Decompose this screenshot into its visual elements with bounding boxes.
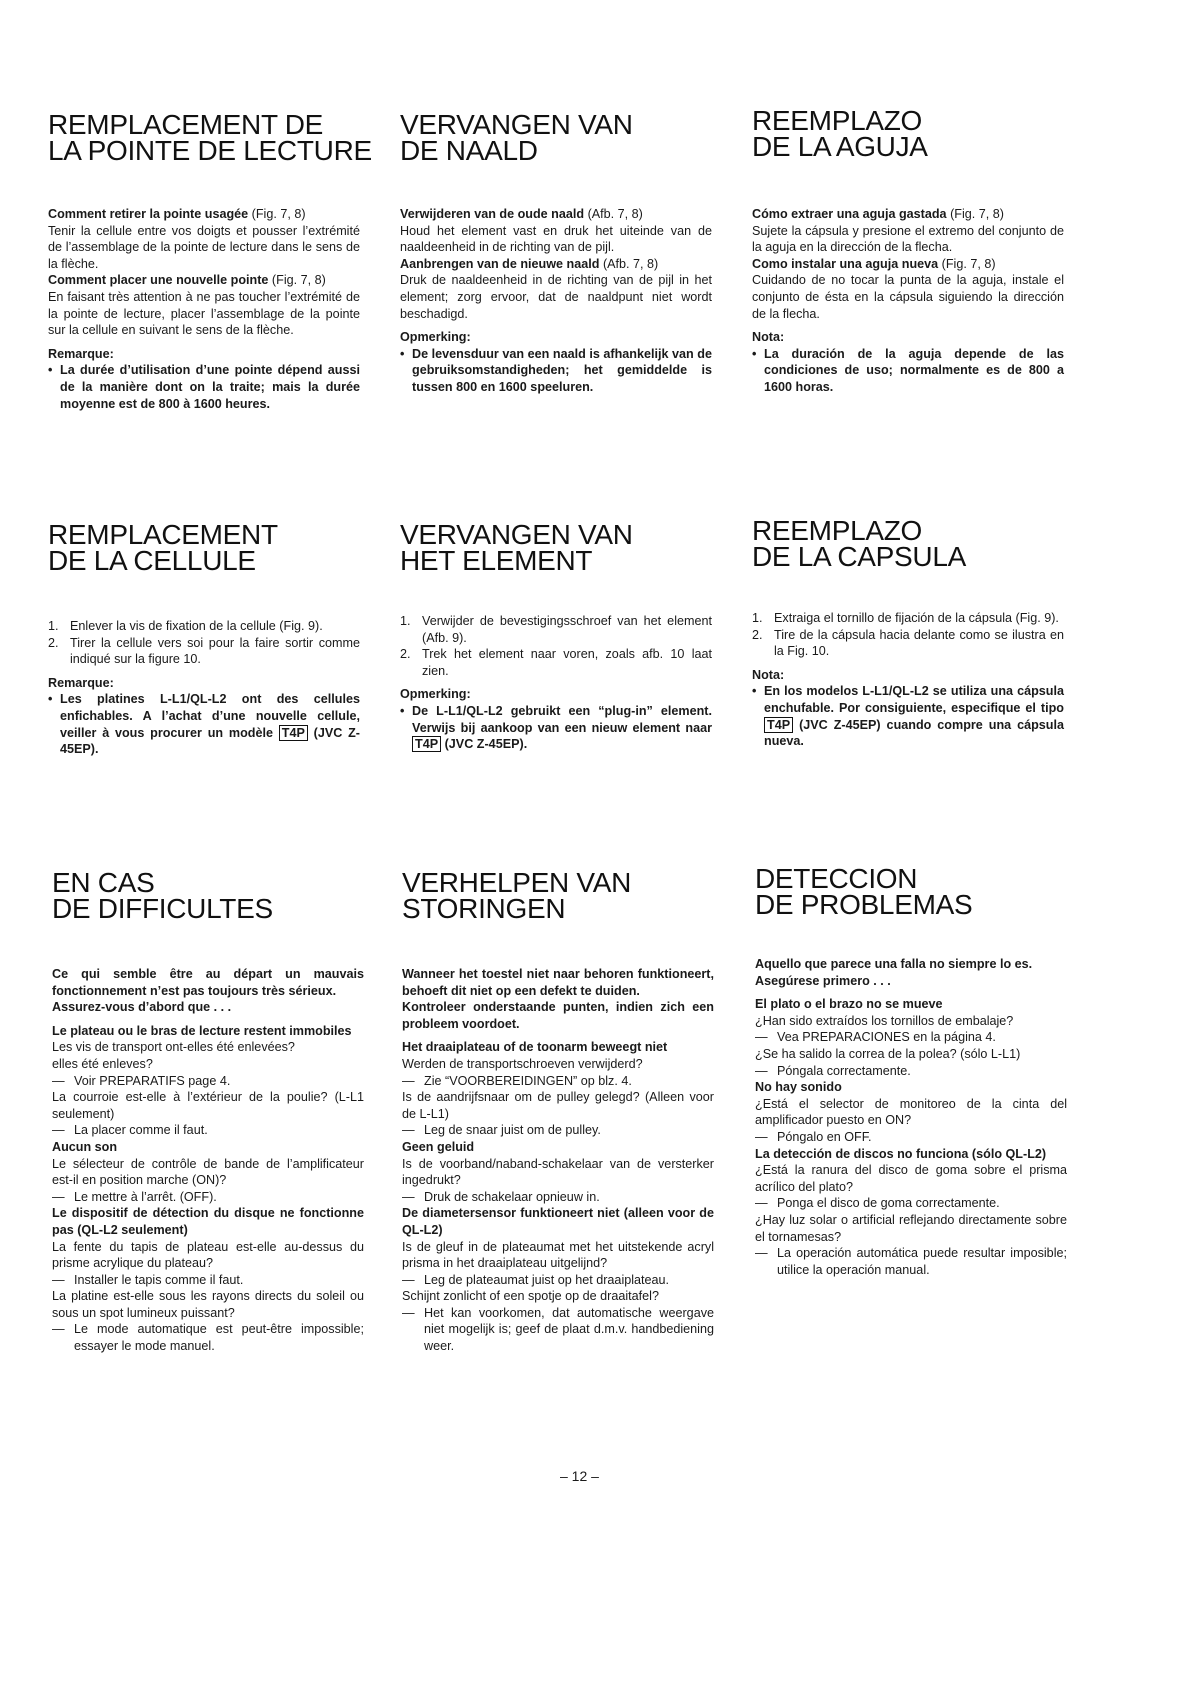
- text-run: Het kan voorkomen, dat automatische weergave niet mogelijk is; geef de plaat d.m.v. handbediening weer.: [424, 1305, 714, 1354]
- step-number: 2.: [400, 647, 411, 662]
- text-run: (Fig. 7, 8): [268, 273, 326, 288]
- model-code-box: T4P: [764, 717, 793, 733]
- text-run: La courroie est-elle à l’extérieur de la poulie? (L-L1 seulement): [52, 1090, 364, 1121]
- section-title: [755, 863, 1067, 920]
- section-body: [755, 956, 1067, 1278]
- text-run: (JVC Z-45EP).: [441, 737, 528, 752]
- text-run: (JVC Z-45EP).: [60, 725, 360, 757]
- paragraph: [48, 223, 360, 273]
- text-run: (Fig. 7, 8): [938, 256, 996, 271]
- section-title-line: DE PROBLEMAS: [755, 889, 973, 920]
- text-run: Assurez-vous d’abord que . . .: [52, 1000, 232, 1015]
- section-title-line: REEMPLAZO: [752, 515, 923, 546]
- remedy-item: [52, 1189, 364, 1206]
- paragraph: [402, 1139, 714, 1156]
- text-run: Les platines L-L1/QL-L2 ont des cellules enfichables. A l’achat d’une nouvelle cellule, veiller à vous procurer un modèle: [60, 692, 360, 740]
- note-bullet: [400, 703, 712, 753]
- section-title-line: REEMPLAZO: [752, 105, 923, 136]
- section-title: [400, 519, 712, 576]
- text-run: Le mode automatique est peut-être impossible; essayer le mode manuel.: [74, 1322, 364, 1354]
- numbered-step: [400, 646, 712, 679]
- remedy-item: [402, 1189, 714, 1206]
- paragraph: [755, 1146, 1067, 1163]
- remedy-item: [755, 1195, 1067, 1212]
- section-body: [400, 613, 712, 753]
- remedy-item: [755, 1029, 1067, 1046]
- text-run: Remarque:: [48, 675, 114, 690]
- section-fr-cartridge: [48, 519, 360, 757]
- paragraph: [402, 1239, 714, 1272]
- text-run: Póngala correctamente.: [777, 1063, 911, 1078]
- text-run: ¿Se ha salido la correa de la polea? (sólo L-L1): [755, 1046, 1021, 1061]
- text-run: (Afb. 7, 8): [584, 207, 643, 221]
- remedy-item: [402, 1305, 714, 1355]
- text-run: Aucun son: [52, 1139, 118, 1154]
- text-run: Installer le tapis comme il faut.: [74, 1272, 244, 1287]
- paragraph: [48, 206, 360, 223]
- paragraph: [402, 966, 714, 999]
- note-bullet: [752, 683, 1064, 749]
- note-label: [48, 346, 360, 363]
- text-run: ¿Han sido extraídos los tornillos de embalaje?: [755, 1013, 1014, 1028]
- text-run: Cómo extraer una aguja gastada: [752, 207, 947, 221]
- section-title-line: EN CAS: [52, 867, 155, 898]
- text-run: (Fig. 7, 8): [248, 207, 306, 221]
- section-title-line: DE LA CAPSULA: [752, 541, 966, 572]
- text-run: Sujete la cápsula y presione el extremo del conjunto de la aguja en la dirección de la flecha.: [752, 223, 1064, 255]
- section-nl-cartridge: [400, 519, 712, 752]
- model-code-box: T4P: [279, 725, 308, 741]
- note-bullet: [48, 691, 360, 757]
- text-run: Comment placer une nouvelle pointe: [48, 273, 269, 288]
- text-run: La operación automática puede resultar imposible; utilice la operación manual.: [777, 1246, 1067, 1277]
- paragraph: [400, 272, 712, 322]
- paragraph: [752, 223, 1064, 256]
- text-run: Leg de snaar juist om de pulley.: [424, 1123, 601, 1138]
- text-run: De L-L1/QL-L2 gebruikt een “plug-in” element. Verwijs bij aankoop van een nieuw element naar: [412, 703, 712, 735]
- section-body: [752, 610, 1064, 750]
- text-run: Is de aandrijfsnaar om de pulley gelegd? (Alleen voor de L-L1): [402, 1090, 714, 1121]
- text-run: Le mettre à l’arrêt. (OFF).: [74, 1189, 217, 1204]
- text-run: elles été enleves?: [52, 1056, 153, 1071]
- paragraph: [400, 256, 712, 273]
- text-run: Werden de transportschroeven verwijderd?: [402, 1056, 643, 1071]
- paragraph: [48, 272, 360, 289]
- text-run: Le plateau ou le bras de lecture restent immobiles: [52, 1023, 352, 1038]
- text-run: ¿Está el selector de monitoreo de la cinta del amplificador puesto en ON?: [755, 1096, 1067, 1128]
- text-run: Geen geluid: [402, 1139, 475, 1154]
- section-es-troubleshooting: [755, 863, 1067, 1277]
- section-nl-stylus: [400, 109, 712, 394]
- text-run: Wanneer het toestel niet naar behoren funktioneert, behoeft dit niet op een defekt te duiden.: [402, 967, 714, 998]
- text-run: Nota:: [752, 667, 785, 682]
- text-run: Ce qui semble être au départ un mauvais fonctionnement n’est pas toujours très sérieux.: [52, 967, 364, 998]
- text-run: Nota:: [752, 330, 785, 345]
- text-run: La duración de la aguja depende de las condiciones de uso; normalmente es de 800 a 1600 horas.: [764, 346, 1064, 394]
- step-number: 1.: [752, 611, 763, 625]
- remedy-item: [755, 1129, 1067, 1146]
- text-run: Kontroleer onderstaande punten, indien zich een probleem voordoet.: [402, 1000, 714, 1031]
- numbered-step: [48, 618, 360, 635]
- text-run: Tirer la cellule vers soi pour la faire sortir comme indiqué sur la figure 10.: [70, 635, 360, 667]
- section-title: [752, 105, 1064, 162]
- section-fr-troubleshooting: [52, 867, 364, 1354]
- paragraph: [402, 1288, 714, 1305]
- text-run: Voir PREPARATIFS page 4.: [74, 1073, 231, 1088]
- text-run: Trek het element naar voren, zoals afb. 10 laat zien.: [422, 647, 712, 678]
- paragraph: [52, 1156, 364, 1189]
- section-fr-stylus: [48, 109, 372, 411]
- note-label: [48, 675, 360, 692]
- remedy-item: [402, 1272, 714, 1289]
- paragraph: [52, 1089, 364, 1122]
- section-title: [402, 867, 714, 924]
- paragraph: [52, 1039, 364, 1056]
- text-run: La fente du tapis de plateau est-elle au-dessus du prisme acrylique du plateau?: [52, 1239, 364, 1271]
- section-body: [48, 618, 360, 758]
- text-run: Verwijder de bevestigingsschroef van het element (Afb. 9).: [422, 614, 712, 645]
- text-run: Vea PREPARACIONES en la página 4.: [777, 1030, 996, 1045]
- remedy-item: [755, 1063, 1067, 1080]
- text-run: Como instalar una aguja nueva: [752, 256, 939, 271]
- step-number: 2.: [752, 627, 763, 642]
- text-run: Enlever la vis de fixation de la cellule (Fig. 9).: [70, 619, 323, 633]
- step-number: 2.: [48, 635, 59, 650]
- text-run: Opmerking:: [400, 330, 471, 345]
- note-bullet: [400, 346, 712, 396]
- section-body: [400, 206, 712, 396]
- paragraph: [52, 966, 364, 999]
- paragraph: [755, 996, 1067, 1013]
- paragraph: [755, 956, 1067, 973]
- text-run: Tenir la cellule entre vos doigts et pousser l’extrémité de l’assemblage de la pointe de lecture dans le sens de la flèche.: [48, 223, 360, 271]
- text-run: La durée d’utilisation d’une pointe dépend aussi de la manière dont on la traite; mais la durée moyenne est de 800 à 1600 heures.: [60, 363, 360, 411]
- paragraph: [52, 1056, 364, 1073]
- section-title-line: VERVANGEN VAN: [400, 109, 633, 140]
- section-title-line: VERHELPEN VAN: [402, 867, 631, 898]
- note-bullet: [48, 362, 360, 412]
- paragraph: [400, 206, 712, 223]
- section-title: [48, 109, 372, 166]
- remedy-item: [52, 1073, 364, 1090]
- text-run: Houd het element vast en druk het uiteinde van de naaldeenheid in de richting van de pijl.: [400, 223, 712, 255]
- section-body: [48, 206, 360, 412]
- text-run: (Afb. 7, 8): [599, 256, 659, 271]
- remedy-item: [52, 1122, 364, 1139]
- text-run: ¿Está la ranura del disco de goma sobre el prisma acrílico del plato?: [755, 1163, 1067, 1194]
- section-title-line: STORINGEN: [402, 893, 566, 924]
- section-title-line: DE LA CELLULE: [48, 545, 256, 576]
- text-run: Aanbrengen van de nieuwe naald: [400, 256, 600, 271]
- numbered-step: [48, 635, 360, 668]
- text-run: La placer comme il faut.: [74, 1123, 208, 1138]
- text-run: Les vis de transport ont-elles été enlevées?: [52, 1040, 295, 1055]
- paragraph: [52, 1139, 364, 1156]
- paragraph: [752, 272, 1064, 322]
- section-body: [752, 206, 1064, 396]
- text-run: La detección de discos no funciona (sólo QL-L2): [755, 1146, 1047, 1161]
- remedy-item: [402, 1073, 714, 1090]
- text-run: No hay sonido: [755, 1080, 842, 1095]
- step-number: 1.: [48, 619, 59, 633]
- section-title: [400, 109, 712, 166]
- text-run: Schijnt zonlicht of een spotje op de draaitafel?: [402, 1289, 659, 1304]
- paragraph: [402, 1089, 714, 1122]
- paragraph: [402, 1039, 714, 1056]
- paragraph: [52, 999, 364, 1016]
- text-run: (Fig. 7, 8): [946, 207, 1004, 221]
- text-run: Druk de naaldeenheid in de richting van de pijl in het element; zorg ervoor, dat de naaldpunt niet wordt beschadigd.: [400, 273, 712, 321]
- text-run: En los modelos L-L1/QL-L2 se utiliza una cápsula enchufable. Por consiguiente, especifique el tipo: [764, 684, 1064, 715]
- text-run: Ponga el disco de goma correctamente.: [777, 1196, 1000, 1211]
- numbered-step: [752, 627, 1064, 660]
- numbered-step: [400, 613, 712, 646]
- step-number: 1.: [400, 614, 411, 628]
- paragraph: [755, 1013, 1067, 1030]
- section-body: [402, 966, 714, 1355]
- paragraph: [52, 1205, 364, 1238]
- text-run: Le dispositif de détection du disque ne fonctionne pas (QL-L2 seulement): [52, 1206, 364, 1237]
- text-run: Is de gleuf in de plateaumat met het uitstekende acryl prisma in het draaiplateau uitgelijnd?: [402, 1239, 714, 1271]
- paragraph: [52, 1023, 364, 1040]
- note-label: [400, 686, 712, 703]
- remedy-item: [52, 1272, 364, 1289]
- numbered-step: [752, 610, 1064, 627]
- text-run: Opmerking:: [400, 687, 471, 702]
- text-run: Póngalo en OFF.: [777, 1129, 872, 1144]
- text-run: La platine est-elle sous les rayons directs du soleil ou sous un spot lumineux puissant?: [52, 1289, 364, 1320]
- paragraph: [402, 1156, 714, 1189]
- text-run: (JVC Z-45EP) cuando compre una cápsula nueva.: [764, 717, 1064, 749]
- remedy-item: [402, 1122, 714, 1139]
- note-bullet: [752, 346, 1064, 396]
- section-es-stylus: [752, 105, 1064, 394]
- note-label: [400, 329, 712, 346]
- paragraph: [755, 1212, 1067, 1245]
- section-body: [52, 966, 364, 1355]
- text-run: Is de voorband/naband-schakelaar van de versterker ingedrukt?: [402, 1156, 714, 1188]
- remedy-item: [755, 1245, 1067, 1278]
- section-title-line: REMPLACEMENT: [48, 519, 278, 550]
- paragraph: [755, 1046, 1067, 1063]
- note-label: [752, 667, 1064, 684]
- remedy-item: [52, 1321, 364, 1354]
- text-run: Verwijderen van de oude naald: [400, 207, 585, 221]
- page-number: – 12 –: [560, 1468, 599, 1484]
- text-run: Leg de plateaumat juist op het draaiplateau.: [424, 1272, 670, 1287]
- paragraph: [52, 1288, 364, 1321]
- section-title: [52, 867, 364, 924]
- paragraph: [755, 1079, 1067, 1096]
- section-title-line: DE DIFFICULTES: [52, 893, 273, 924]
- text-run: De diametersensor funktioneert niet (alleen voor de QL-L2): [402, 1206, 714, 1237]
- text-run: Asegúrese primero . . .: [755, 973, 891, 988]
- paragraph: [752, 206, 1064, 223]
- paragraph: [755, 1096, 1067, 1129]
- text-run: Cuidando de no tocar la punta de la aguja, instale el conjunto de ésta en la cápsula siguiendo la dirección de la flecha.: [752, 273, 1064, 321]
- text-run: Aquello que parece una falla no siempre lo es.: [755, 957, 1033, 971]
- paragraph: [752, 256, 1064, 273]
- text-run: Tire de la cápsula hacia delante como se ilustra en la Fig. 10.: [774, 627, 1064, 659]
- paragraph: [755, 1162, 1067, 1195]
- section-es-cartridge: [752, 515, 1064, 749]
- paragraph: [400, 223, 712, 256]
- paragraph: [402, 1056, 714, 1073]
- section-title-line: LA POINTE DE LECTURE: [48, 135, 372, 166]
- section-title-line: HET ELEMENT: [400, 545, 593, 576]
- section-title: [48, 519, 360, 576]
- paragraph: [48, 289, 360, 339]
- text-run: En faisant très attention à ne pas toucher l’extrémité de la pointe de lecture, placer l’assemblage de la pointe sur la cellule en suivant le sens de la flèche.: [48, 289, 360, 338]
- text-run: De levensduur van een naald is afhankelijk van de gebruiksomstandigheden; het gemiddelde is tussen 800 en 1600 speeluren.: [412, 346, 712, 394]
- text-run: Remarque:: [48, 346, 114, 361]
- section-nl-troubleshooting: [402, 867, 714, 1354]
- text-run: Le sélecteur de contrôle de bande de l’amplificateur est-il en position marche (ON)?: [52, 1156, 364, 1188]
- section-title-line: VERVANGEN VAN: [400, 519, 633, 550]
- text-run: Het draaiplateau of de toonarm beweegt niet: [402, 1040, 668, 1055]
- note-label: [752, 329, 1064, 346]
- section-title: [752, 515, 1064, 572]
- text-run: ¿Hay luz solar o artificial reflejando directamente sobre el tornamesas?: [755, 1212, 1067, 1244]
- text-run: Druk de schakelaar opnieuw in.: [424, 1189, 600, 1204]
- section-title-line: REMPLACEMENT DE: [48, 109, 324, 140]
- text-run: Extraiga el tornillo de fijación de la cápsula (Fig. 9).: [774, 611, 1059, 625]
- paragraph: [52, 1239, 364, 1272]
- section-title-line: DE LA AGUJA: [752, 131, 928, 162]
- section-title-line: DE NAALD: [400, 135, 538, 166]
- paragraph: [755, 973, 1067, 990]
- paragraph: [402, 999, 714, 1032]
- paragraph: [402, 1205, 714, 1238]
- model-code-box: T4P: [412, 736, 441, 752]
- section-title-line: DETECCION: [755, 863, 918, 894]
- text-run: El plato o el brazo no se mueve: [755, 997, 943, 1012]
- text-run: Zie “VOORBEREIDINGEN” op blz. 4.: [424, 1073, 632, 1088]
- text-run: Comment retirer la pointe usagée: [48, 207, 249, 221]
